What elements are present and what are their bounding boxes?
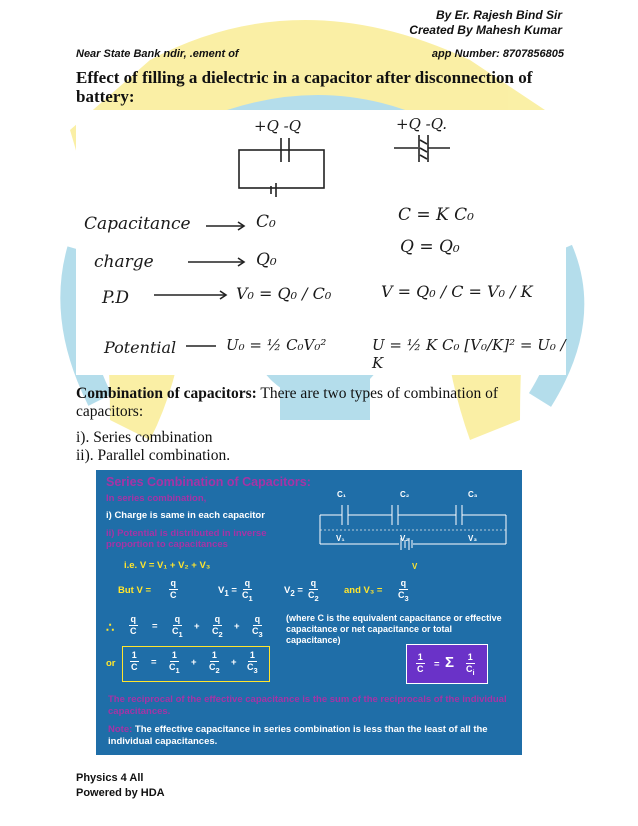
row-label-charge: charge xyxy=(94,252,154,272)
row-label-pd: P.D xyxy=(102,288,130,308)
frac-q-c3-t: $\frac{q}{C_3}$ xyxy=(252,614,263,639)
frac-1-c2: $\frac{1}{C_2}$ xyxy=(209,650,220,675)
row-right-potential: U = ½ K C₀ [V₀/K]² = U₀ / K xyxy=(372,336,566,372)
frac-1-ci: $\frac{1}{C_i}$ xyxy=(466,652,475,677)
panel-intro: In series combination, xyxy=(106,493,207,504)
whatsapp-number: app Number: 8707856805 xyxy=(431,48,564,60)
note-label: Note: xyxy=(108,724,133,735)
row-right-pd: V = Q₀ / C = V₀ / K xyxy=(381,282,533,301)
series-circuit-diagram xyxy=(306,488,516,573)
plus-sign: + xyxy=(191,657,197,668)
panel-point-2a: ii) Potential is distributed in inverse xyxy=(106,528,267,539)
right-plate-label: +Q -Q. xyxy=(396,115,448,133)
address-partial: Near State Bank ndir, .ement of xyxy=(76,48,239,60)
panel-title: Series Combination of Capacitors: xyxy=(106,475,311,489)
row-left-capacitance: C₀ xyxy=(256,212,276,232)
plus-sign: + xyxy=(234,621,240,632)
summation-formula-box xyxy=(406,644,488,684)
note-statement xyxy=(108,724,513,748)
address-line xyxy=(76,48,564,60)
frac-1-c-sum: $\frac{1}{C}$ xyxy=(417,652,424,674)
volt-label-1: V₁ xyxy=(336,534,345,543)
cap-label-3: C₃ xyxy=(468,490,478,499)
panel-point-2b: proportion to capacitances xyxy=(106,539,228,550)
reciprocal-statement: The reciprocal of the effective capacitance is the sum of the reciprocals of the individual capacitances. xyxy=(108,694,507,717)
panel-ie-equation: i.e. V = V₁ + V₂ + V₃ xyxy=(124,560,211,571)
frac-q-c2: $\frac{q}{C_2}$ xyxy=(308,578,319,603)
list-item-series: i). Series combination xyxy=(76,429,213,446)
series-combination-panel xyxy=(96,470,522,755)
reciprocal-formula-box xyxy=(122,646,270,682)
equals-sign: = xyxy=(152,621,158,632)
equals-sign: = xyxy=(151,657,157,668)
panel-point-1: i) Charge is same in each capacitor xyxy=(106,510,265,521)
left-plate-label: +Q -Q xyxy=(254,117,301,135)
row-label-capacitance: Capacitance xyxy=(84,214,191,234)
where-note: (where C is the equivalent capacitance or effective capacitance or net capacitance or total capacitance) xyxy=(286,613,502,645)
frac-q-c3: $\frac{q}{C_3}$ xyxy=(398,578,409,603)
handwritten-figure xyxy=(76,110,566,375)
volt-label-2: V₂ xyxy=(400,534,409,543)
source-voltage-label: V xyxy=(412,562,418,571)
cap-label-2: C₂ xyxy=(400,490,410,499)
or-label: or xyxy=(106,658,116,669)
footer-powered: Powered by HDA xyxy=(76,787,165,799)
row-right-capacitance: C = K C₀ xyxy=(398,205,474,225)
v1-label: $V_1$ = xyxy=(218,585,237,598)
frac-num: q xyxy=(170,578,176,588)
frac-1-c1: $\frac{1}{C_1}$ xyxy=(169,650,180,675)
frac-q-c: $\frac{q}{C}$ xyxy=(170,578,177,600)
row-label-potential: Potential xyxy=(104,338,177,357)
frac-q-c-t: $\frac{q}{C}$ xyxy=(130,614,137,636)
section-combination-text: There are two types of combination of capacitors: xyxy=(76,385,499,420)
list-item-parallel: ii). Parallel combination. xyxy=(76,447,231,464)
row-left-potential: U₀ = ½ C₀V₀² xyxy=(226,336,327,354)
cap-label-1: C₁ xyxy=(337,490,347,499)
note-text: The effective capacitance in series combination is less than the least of all the individual capacitances. xyxy=(108,724,488,747)
frac-1-c3: $\frac{1}{C_3}$ xyxy=(247,650,258,675)
therefore-symbol: ∴ xyxy=(106,620,115,635)
section-title-combination: Combination of capacitors: xyxy=(76,385,257,402)
frac-q-c2-t: $\frac{q}{C_2}$ xyxy=(212,614,223,639)
row-right-charge: Q = Q₀ xyxy=(400,237,460,257)
creator-line: Created By Mahesh Kumar xyxy=(409,23,562,37)
and-label: and V₃ = xyxy=(344,585,383,596)
but-label: But V = xyxy=(118,585,151,596)
footer-title: Physics 4 All xyxy=(76,772,144,784)
sigma-symbol: Σ xyxy=(445,654,455,671)
plus-sign: + xyxy=(231,657,237,668)
author-line: By Er. Rajesh Bind Sir xyxy=(435,8,562,22)
row-left-charge: Q₀ xyxy=(256,250,277,270)
frac-q-c1: $\frac{q}{C_1}$ xyxy=(242,578,253,603)
frac-1-c: $\frac{1}{C}$ xyxy=(131,650,138,672)
v2-label: $V_2$ = xyxy=(284,585,303,598)
plus-sign: + xyxy=(194,621,200,632)
volt-label-3: V₃ xyxy=(468,534,478,543)
row-left-pd: V₀ = Q₀ / C₀ xyxy=(236,284,332,303)
equals-sign: = xyxy=(434,659,440,670)
section-combination xyxy=(76,385,546,421)
frac-q-c1-t: $\frac{q}{C_1}$ xyxy=(172,614,183,639)
section-title-dielectric: Effect of filling a dielectric in a capacitor after disconnection of battery: xyxy=(76,68,533,106)
